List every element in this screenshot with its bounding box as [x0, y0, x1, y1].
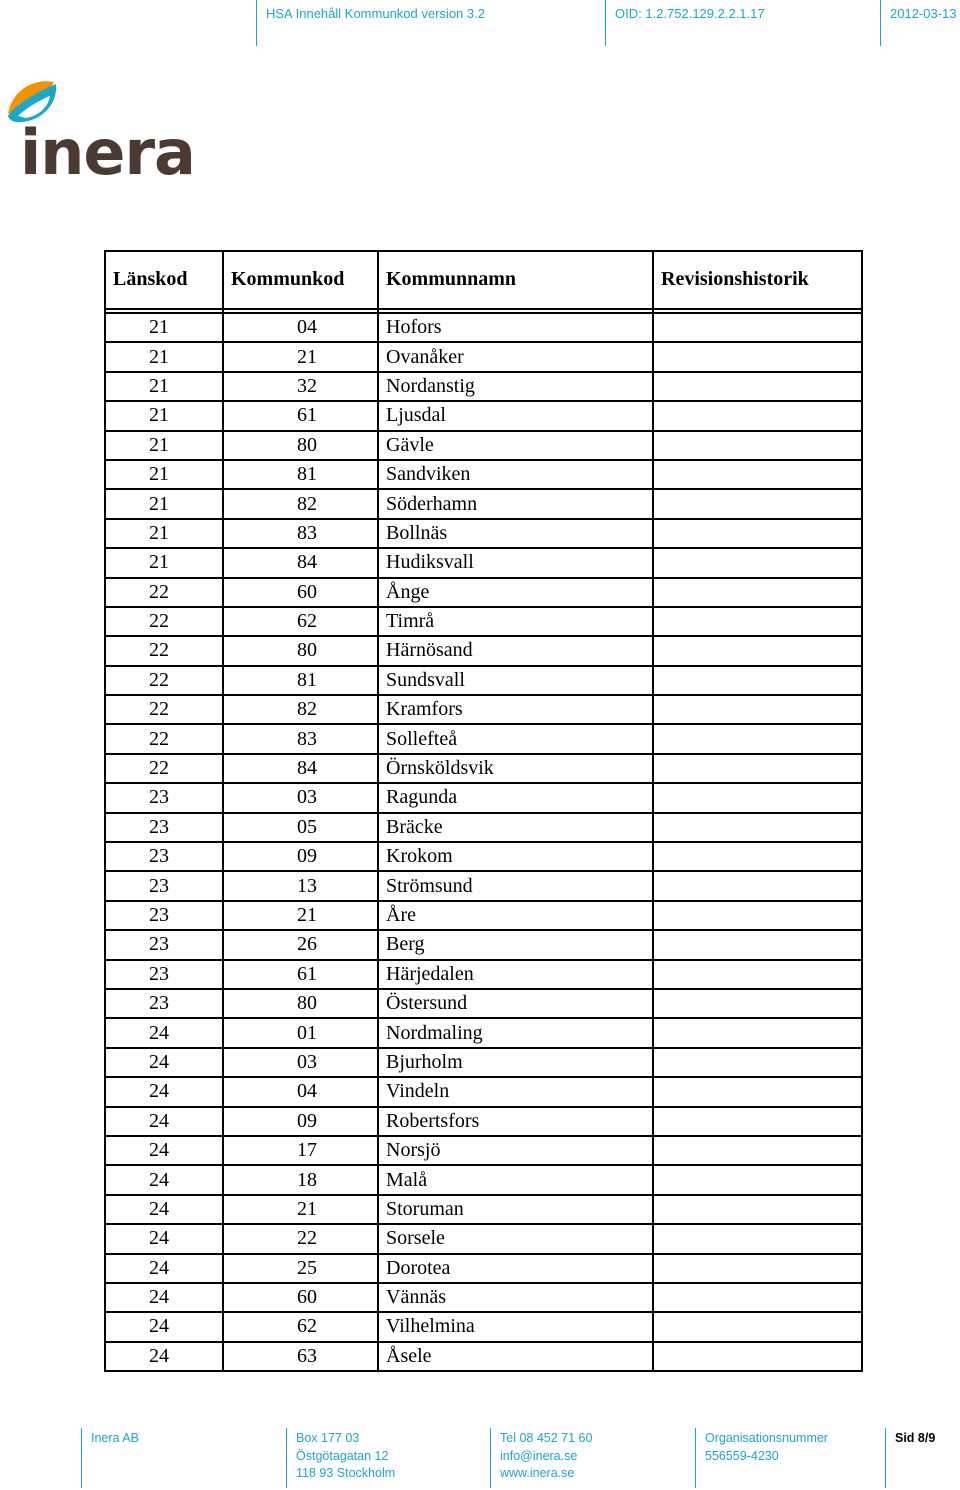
table-row [105, 1136, 862, 1165]
document-oid: OID: 1.2.752.129.2.2.1.17 [615, 6, 765, 21]
header-divider [256, 0, 257, 46]
revisionshistorik-cell [653, 901, 862, 930]
table-row [105, 989, 862, 1018]
kommunkod-cell: 21 [223, 342, 378, 371]
kommunnamn-cell: Bräcke [378, 813, 653, 842]
footer-company [91, 1430, 139, 1448]
table-row [105, 754, 862, 783]
column-header-revisionshistorik: Revisionshistorik [653, 251, 862, 309]
lanskod-cell: 21 [105, 431, 223, 460]
kommunkod-cell: 26 [223, 930, 378, 959]
lanskod-cell: 24 [105, 1136, 223, 1165]
lanskod-cell: 22 [105, 636, 223, 665]
inera-logo [4, 76, 195, 189]
lanskod-cell: 24 [105, 1224, 223, 1253]
revisionshistorik-cell [653, 636, 862, 665]
footer-divider [286, 1428, 287, 1488]
kommunnamn-cell: Robertsfors [378, 1107, 653, 1136]
revisionshistorik-cell [653, 783, 862, 812]
page-header [0, 0, 960, 48]
kommunkod-cell: 82 [223, 489, 378, 518]
lanskod-cell: 23 [105, 871, 223, 900]
lanskod-cell: 23 [105, 842, 223, 871]
revisionshistorik-cell [653, 754, 862, 783]
table-row [105, 401, 862, 430]
lanskod-cell: 24 [105, 1048, 223, 1077]
revisionshistorik-cell [653, 960, 862, 989]
table-row [105, 783, 862, 812]
revisionshistorik-cell [653, 1018, 862, 1047]
table-row [105, 372, 862, 401]
lanskod-cell: 23 [105, 930, 223, 959]
kommunnamn-cell: Timrå [378, 607, 653, 636]
revisionshistorik-cell [653, 724, 862, 753]
revisionshistorik-cell [653, 578, 862, 607]
revisionshistorik-cell [653, 1254, 862, 1283]
kommunnamn-cell: Sollefteå [378, 724, 653, 753]
kommunnamn-cell: Malå [378, 1165, 653, 1194]
footer-org [705, 1430, 828, 1465]
page-number: Sid 8/9 [895, 1431, 936, 1445]
revisionshistorik-cell [653, 989, 862, 1018]
kommunnamn-cell: Storuman [378, 1195, 653, 1224]
revisionshistorik-cell [653, 489, 862, 518]
lanskod-cell: 21 [105, 460, 223, 489]
table-row [105, 724, 862, 753]
revisionshistorik-cell [653, 342, 862, 371]
kommunkod-cell: 80 [223, 431, 378, 460]
revisionshistorik-cell [653, 695, 862, 724]
lanskod-cell: 23 [105, 960, 223, 989]
kommunnamn-cell: Härjedalen [378, 960, 653, 989]
table-row [105, 548, 862, 577]
kommunkod-cell: 21 [223, 901, 378, 930]
kommunnamn-cell: Vindeln [378, 1077, 653, 1106]
kommunnamn-cell: Ljusdal [378, 401, 653, 430]
kommunnamn-cell: Dorotea [378, 1254, 653, 1283]
lanskod-cell: 24 [105, 1077, 223, 1106]
website-link[interactable]: www.inera.se [500, 1466, 575, 1480]
kommunkod-cell: 80 [223, 636, 378, 665]
revisionshistorik-cell [653, 930, 862, 959]
table-row [105, 1254, 862, 1283]
kommunnamn-cell: Ragunda [378, 783, 653, 812]
revisionshistorik-cell [653, 431, 862, 460]
revisionshistorik-cell [653, 871, 862, 900]
kommunkod-cell: 25 [223, 1254, 378, 1283]
kommunkod-cell: 32 [223, 372, 378, 401]
footer-divider [81, 1428, 82, 1488]
revisionshistorik-cell [653, 1195, 862, 1224]
lanskod-cell: 22 [105, 666, 223, 695]
kommunnamn-cell: Hofors [378, 313, 653, 342]
revisionshistorik-cell [653, 1136, 862, 1165]
kommunkod-cell: 17 [223, 1136, 378, 1165]
kommunnamn-cell: Härnösand [378, 636, 653, 665]
table-row [105, 901, 862, 930]
kommunnamn-cell: Sundsvall [378, 666, 653, 695]
kommunnamn-cell: Berg [378, 930, 653, 959]
kommunkod-cell: 18 [223, 1165, 378, 1194]
kommunnamn-cell: Ånge [378, 578, 653, 607]
kommunkod-cell: 62 [223, 607, 378, 636]
kommunkod-cell: 84 [223, 754, 378, 783]
kommunkod-cell: 61 [223, 401, 378, 430]
table-row [105, 695, 862, 724]
footer-divider [490, 1428, 491, 1488]
table-row [105, 342, 862, 371]
revisionshistorik-cell [653, 401, 862, 430]
revisionshistorik-cell [653, 842, 862, 871]
revisionshistorik-cell [653, 666, 862, 695]
kommunnamn-cell: Kramfors [378, 695, 653, 724]
kommunnamn-cell: Bjurholm [378, 1048, 653, 1077]
kommunnamn-cell: Norsjö [378, 1136, 653, 1165]
company-name: Inera AB [91, 1431, 139, 1445]
header-divider [880, 0, 881, 46]
kommunkod-cell: 81 [223, 460, 378, 489]
header-divider [605, 0, 606, 46]
table-row [105, 1165, 862, 1194]
revisionshistorik-cell [653, 372, 862, 401]
kommunkod-cell: 60 [223, 578, 378, 607]
lanskod-cell: 24 [105, 1283, 223, 1312]
kommunkod-cell: 21 [223, 1195, 378, 1224]
org-number-label: Organisationsnummer [705, 1431, 828, 1445]
table-row [105, 1224, 862, 1253]
kommunkod-cell: 03 [223, 1048, 378, 1077]
kommunkod-cell: 60 [223, 1283, 378, 1312]
kommunkod-cell: 80 [223, 989, 378, 1018]
lanskod-cell: 22 [105, 578, 223, 607]
revisionshistorik-cell [653, 1342, 862, 1371]
table-row [105, 666, 862, 695]
table-row [105, 930, 862, 959]
lanskod-cell: 23 [105, 901, 223, 930]
kommunnamn-cell: Åre [378, 901, 653, 930]
lanskod-cell: 23 [105, 989, 223, 1018]
kommunnamn-cell: Vännäs [378, 1283, 653, 1312]
kommunnamn-cell: Örnsköldsvik [378, 754, 653, 783]
phone-number: Tel 08 452 71 60 [500, 1431, 593, 1445]
lanskod-cell: 24 [105, 1312, 223, 1341]
page-footer [0, 1428, 960, 1490]
table-row [105, 1312, 862, 1341]
kommunnamn-cell: Krokom [378, 842, 653, 871]
kommunnamn-cell: Vilhelmina [378, 1312, 653, 1341]
footer-divider [695, 1428, 696, 1488]
table-row [105, 960, 862, 989]
table-row [105, 1195, 862, 1224]
document-date: 2012-03-13 [890, 6, 957, 21]
kommunkod-cell: 01 [223, 1018, 378, 1047]
kommunkod-cell: 05 [223, 813, 378, 842]
lanskod-cell: 24 [105, 1165, 223, 1194]
table-row [105, 636, 862, 665]
column-header-kommunnamn: Kommunnamn [378, 251, 653, 309]
table-row [105, 1018, 862, 1047]
table-row [105, 578, 862, 607]
revisionshistorik-cell [653, 607, 862, 636]
table-row [105, 1077, 862, 1106]
table-row [105, 313, 862, 342]
table-row [105, 871, 862, 900]
lanskod-cell: 22 [105, 724, 223, 753]
email-link[interactable]: info@inera.se [500, 1448, 578, 1463]
lanskod-cell: 21 [105, 401, 223, 430]
kommunkod-cell: 09 [223, 842, 378, 871]
kommunkod-cell: 84 [223, 548, 378, 577]
lanskod-cell: 21 [105, 342, 223, 371]
revisionshistorik-cell [653, 519, 862, 548]
kommunkod-cell: 83 [223, 519, 378, 548]
lanskod-cell: 24 [105, 1254, 223, 1283]
kommunkod-cell: 63 [223, 1342, 378, 1371]
lanskod-cell: 24 [105, 1195, 223, 1224]
kommunkod-cell: 04 [223, 313, 378, 342]
revisionshistorik-cell [653, 1107, 862, 1136]
kommunnamn-cell: Sandviken [378, 460, 653, 489]
revisionshistorik-cell [653, 548, 862, 577]
footer-address [296, 1430, 395, 1483]
lanskod-cell: 21 [105, 313, 223, 342]
kommunkod-cell: 04 [223, 1077, 378, 1106]
inera-logo-graphic [4, 76, 195, 189]
kommunnamn-cell: Söderhamn [378, 489, 653, 518]
kommunnamn-cell: Nordmaling [378, 1018, 653, 1047]
table-row [105, 1107, 862, 1136]
lanskod-cell: 24 [105, 1107, 223, 1136]
kommunkod-cell: 61 [223, 960, 378, 989]
kommunkod-table [104, 250, 863, 1372]
lanskod-cell: 22 [105, 754, 223, 783]
kommunkod-cell: 13 [223, 871, 378, 900]
kommunnamn-cell: Sorsele [378, 1224, 653, 1253]
kommunnamn-cell: Östersund [378, 989, 653, 1018]
revisionshistorik-cell [653, 1283, 862, 1312]
kommunnamn-cell: Hudiksvall [378, 548, 653, 577]
org-number-value: 556559-4230 [705, 1448, 779, 1463]
table-row [105, 1283, 862, 1312]
revisionshistorik-cell [653, 1077, 862, 1106]
kommunnamn-cell: Ovanåker [378, 342, 653, 371]
table-row [105, 813, 862, 842]
column-header-kommunkod: Kommunkod [223, 251, 378, 309]
revisionshistorik-cell [653, 1048, 862, 1077]
footer-divider [885, 1428, 886, 1488]
lanskod-cell: 21 [105, 489, 223, 518]
table-row [105, 607, 862, 636]
kommunnamn-cell: Bollnäs [378, 519, 653, 548]
lanskod-cell: 22 [105, 695, 223, 724]
table-row [105, 842, 862, 871]
revisionshistorik-cell [653, 813, 862, 842]
address-line: Box 177 03 [296, 1431, 360, 1445]
revisionshistorik-cell [653, 1312, 862, 1341]
kommunkod-cell: 22 [223, 1224, 378, 1253]
kommunkod-cell: 09 [223, 1107, 378, 1136]
revisionshistorik-cell [653, 460, 862, 489]
revisionshistorik-cell [653, 1224, 862, 1253]
kommunkod-cell: 82 [223, 695, 378, 724]
table-row [105, 1342, 862, 1371]
kommunnamn-cell: Nordanstig [378, 372, 653, 401]
table-header-row [105, 251, 862, 309]
address-line: Östgötagatan 12 [296, 1448, 389, 1463]
revisionshistorik-cell [653, 1165, 862, 1194]
kommunkod-cell: 62 [223, 1312, 378, 1341]
table-row [105, 1048, 862, 1077]
lanskod-cell: 21 [105, 372, 223, 401]
lanskod-cell: 24 [105, 1342, 223, 1371]
table-row [105, 519, 862, 548]
logo-wordmark: inera [20, 116, 195, 189]
table-row [105, 489, 862, 518]
document-title: HSA Innehåll Kommunkod version 3.2 [266, 6, 485, 21]
kommunnamn-cell: Åsele [378, 1342, 653, 1371]
kommunnamn-cell: Gävle [378, 431, 653, 460]
lanskod-cell: 23 [105, 783, 223, 812]
table-row [105, 460, 862, 489]
kommunkod-cell: 83 [223, 724, 378, 753]
lanskod-cell: 24 [105, 1018, 223, 1047]
column-header-lanskod: Länskod [105, 251, 223, 309]
kommunnamn-cell: Strömsund [378, 871, 653, 900]
table-row [105, 431, 862, 460]
lanskod-cell: 21 [105, 548, 223, 577]
address-line: 118 93 Stockholm [296, 1466, 396, 1480]
revisionshistorik-cell [653, 313, 862, 342]
lanskod-cell: 22 [105, 607, 223, 636]
lanskod-cell: 21 [105, 519, 223, 548]
kommunkod-cell: 03 [223, 783, 378, 812]
lanskod-cell: 23 [105, 813, 223, 842]
kommunkod-cell: 81 [223, 666, 378, 695]
footer-contact [500, 1430, 592, 1483]
